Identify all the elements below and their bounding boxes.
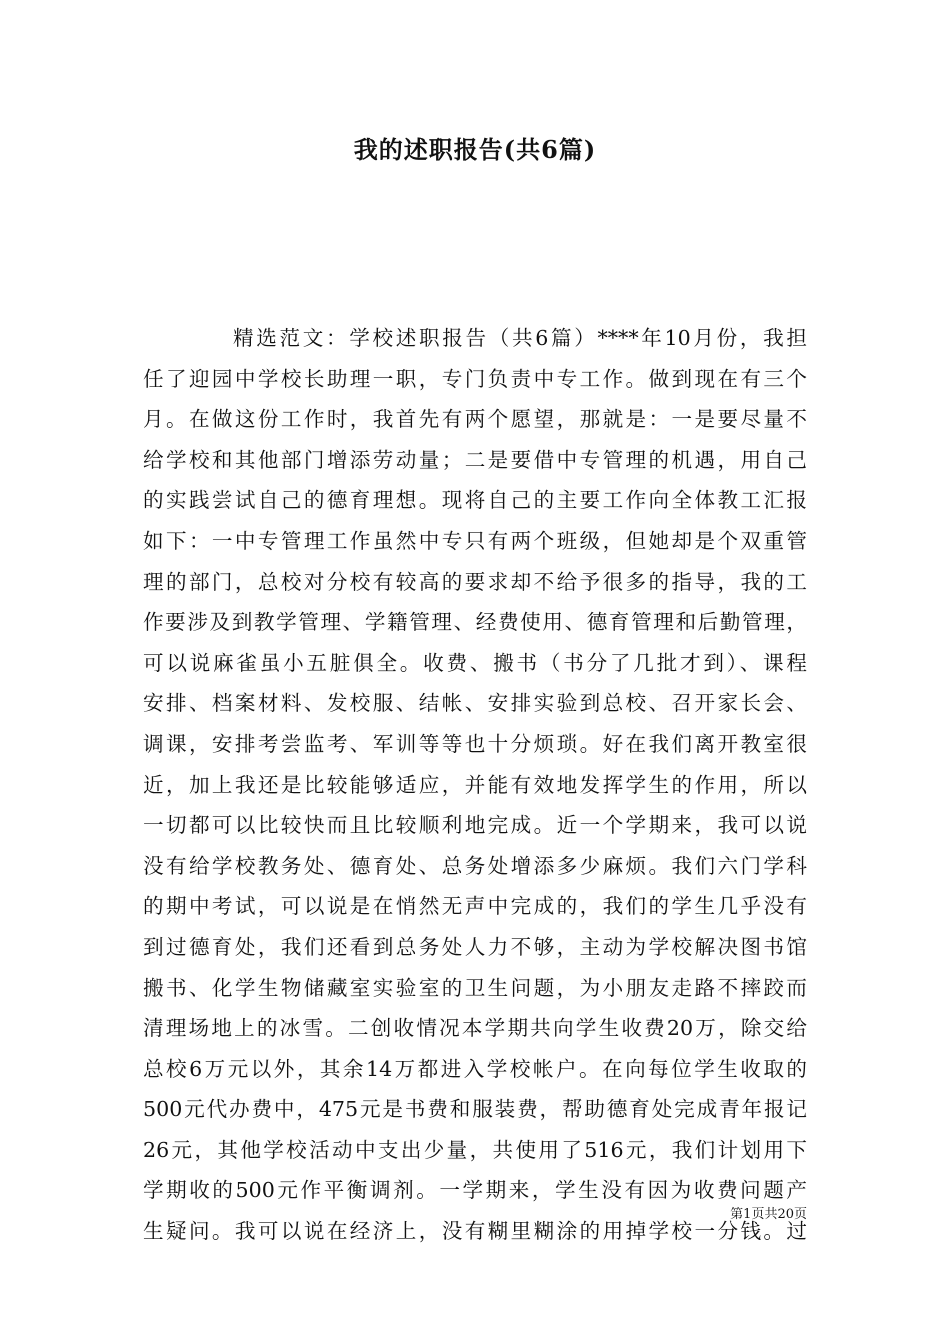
body-line: 26元，其他学校活动中支出少量，共使用了516元，我们计划用下 — [143, 1137, 807, 1162]
body-line: 总校6万元以外，其余14万都进入学校帐户。在向每位学生收取的 — [143, 1056, 807, 1081]
body-line: 可以说麻雀虽小五脏俱全。收费、搬书（书分了几批才到）、课程 — [143, 650, 807, 675]
body-line: 安排、档案材料、发校服、结帐、安排实验到总校、召开家长会、 — [143, 691, 807, 716]
body-line: 给学校和其他部门增添劳动量；二是要借中专管理的机遇，用自己 — [143, 447, 807, 472]
body-line: 没有给学校教务处、德育处、总务处增添多少麻烦。我们六门学科 — [143, 853, 807, 878]
body-line: 一切都可以比较快而且比较顺利地完成。近一个学期来，我可以说 — [143, 813, 807, 838]
body-line: 学期收的500元作平衡调剂。一学期来，学生没有因为收费问题产 — [143, 1178, 807, 1203]
body-line: 的期中考试，可以说是在悄然无声中完成的，我们的学生几乎没有 — [143, 894, 807, 919]
body-line: 搬书、化学生物储藏室实验室的卫生问题，为小朋友走路不摔跤而 — [143, 975, 807, 1000]
page-number: 第1页共20页 — [730, 1207, 807, 1222]
body-line: 生疑问。我可以说在经济上，没有糊里糊涂的用掉学校一分钱。过 — [143, 1219, 807, 1244]
body-line: 到过德育处，我们还看到总务处人力不够，主动为学校解决图书馆 — [143, 934, 807, 959]
body-line: 调课，安排考尝监考、军训等等也十分烦琐。好在我们离开教室很 — [143, 731, 807, 756]
body-line: 清理场地上的冰雪。二创收情况本学期共向学生收费20万，除交给 — [143, 1016, 807, 1041]
body-line: 500元代办费中，475元是书费和服装费，帮助德育处完成青年报记 — [143, 1097, 807, 1122]
body-line: 近，加上我还是比较能够适应，并能有效地发挥学生的作用，所以 — [143, 772, 807, 797]
document-body — [143, 318, 807, 1252]
body-line: 任了迎园中学校长助理一职，专门负责中专工作。做到现在有三个 — [143, 366, 807, 391]
body-line: 理的部门，总校对分校有较高的要求却不给予很多的指导，我的工 — [143, 569, 807, 594]
body-line: 作要涉及到教学管理、学籍管理、经费使用、德育管理和后勤管理， — [143, 610, 807, 635]
body-line: 的实践尝试自己的德育理想。现将自己的主要工作向全体教工汇报 — [143, 488, 807, 513]
body-line: 如下：一中专管理工作虽然中专只有两个班级，但她却是个双重管 — [143, 528, 807, 553]
body-line: 月。在做这份工作时，我首先有两个愿望，那就是：一是要尽量不 — [143, 407, 807, 432]
document-title: 我的述职报告(共6篇) — [353, 135, 597, 164]
body-line: 精选范文：学校述职报告（共6篇）****年10月份，我担 — [233, 326, 807, 350]
